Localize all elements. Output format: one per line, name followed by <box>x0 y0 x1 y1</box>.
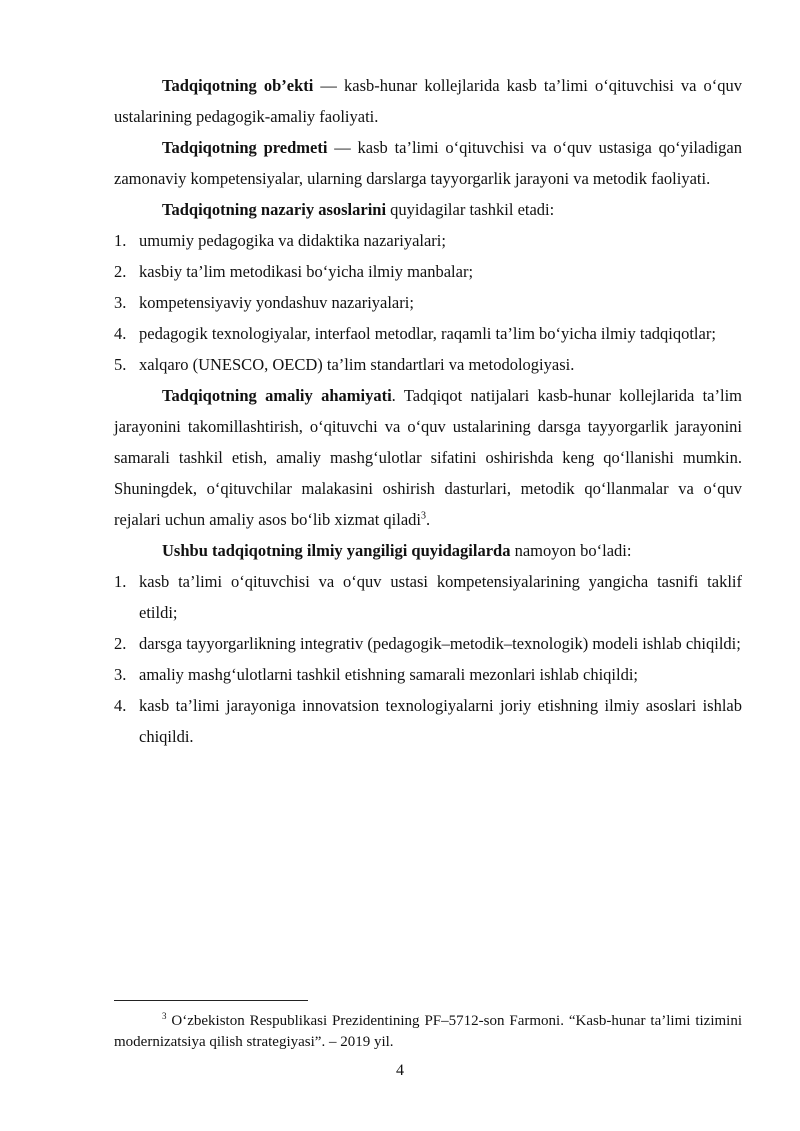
list-item-number: 3. <box>114 293 127 312</box>
list-item-number: 5. <box>114 355 127 374</box>
paragraph-theoretical-basis <box>114 194 742 225</box>
list-item <box>114 318 742 349</box>
term-theoretical-basis: Tadqiqotning nazariy asoslarini <box>162 200 387 219</box>
list-item-number: 4. <box>114 324 127 343</box>
list-item-text: kasb ta’limi o‘qituvchisi va o‘quv ustasi kompetensiyalarining yangicha tasnifi taklif etildi; <box>139 572 742 622</box>
list-item <box>114 659 742 690</box>
scientific-novelty-list <box>114 566 742 752</box>
list-item-text: kasb ta’limi jarayoniga innovatsion texnologiyalarni joriy etishning ilmiy asoslari ishlab chiqildi. <box>139 696 742 746</box>
list-item-text: pedagogik texnologiyalar, interfaol metodlar, raqamli ta’lim bo‘yicha ilmiy tadqiqotlar; <box>139 324 716 343</box>
list-item-number: 2. <box>114 634 127 653</box>
list-item-text: darsga tayyorgarlikning integrativ (pedagogik–metodik–texnologik) modeli ishlab chiqildi; <box>139 634 741 653</box>
text-practical-significance: . Tadqiqot natijalari kasb-hunar kollejlarida ta’lim jarayonini takomillashtirish, o‘qituvchi va o‘quv ustalarining darsga tayyorgarlik jarayonini samarali tashkil etish, amaliy mashg‘ulotlar sifatini oshirishda keng qo‘llanishi mumkin. Shuningdek, o‘qituvchilar malakasini oshirish dasturlari, metodik qo‘llanmalar va o‘quv rejalari uchun amaliy asos bo‘lib xizmat qiladi <box>114 386 742 529</box>
list-item <box>114 628 742 659</box>
term-research-object: Tadqiqotning ob’ekti <box>162 76 314 95</box>
term-scientific-novelty: Ushbu tadqiqotning ilmiy yangiligi quyidagilarda <box>162 541 511 560</box>
footnote-text: O‘zbekiston Respublikasi Prezidentining PF–5712-son Farmoni. “Kasb-hunar ta’limi tizimini modernizatsiya qilish strategiyasi”. – 2019 yil. <box>114 1013 742 1050</box>
list-item <box>114 287 742 318</box>
list-item <box>114 256 742 287</box>
paragraph-research-subject <box>114 132 742 194</box>
list-item-number: 1. <box>114 231 127 250</box>
list-item <box>114 349 742 380</box>
text-research-subject: — kasb ta’limi o‘qituvchisi va o‘quv ustasiga qo‘yiladigan zamonaviy kompetensiyalar, ularning darslarga tayyorgarlik jarayoni va metodik faoliyati. <box>114 138 742 188</box>
footnote-separator <box>114 1000 308 1001</box>
text-practical-significance-end: . <box>426 510 431 529</box>
paragraph-practical-significance <box>114 380 742 535</box>
list-item-text: kompetensiyaviy yondashuv nazariyalari; <box>139 293 414 312</box>
list-item-text: umumiy pedagogika va didaktika nazariyalari; <box>139 231 446 250</box>
document-body <box>114 70 742 752</box>
paragraph-research-object <box>114 70 742 132</box>
text-scientific-novelty: namoyon bo‘ladi: <box>510 541 632 560</box>
list-item-text: kasbiy ta’lim metodikasi bo‘yicha ilmiy manbalar; <box>139 262 474 281</box>
list-item-text: amaliy mashg‘ulotlarni tashkil etishning samarali mezonlari ishlab chiqildi; <box>139 665 639 684</box>
footnote-marker: 3 <box>162 1011 167 1021</box>
paragraph-scientific-novelty <box>114 535 742 566</box>
list-item-text: xalqaro (UNESCO, OECD) ta’lim standartlari va metodologiyasi. <box>139 355 575 374</box>
text-theoretical-basis: quyidagilar tashkil etadi: <box>386 200 555 219</box>
term-research-subject: Tadqiqotning predmeti <box>162 138 328 157</box>
term-practical-significance: Tadqiqotning amaliy ahamiyati <box>162 386 392 405</box>
list-item <box>114 225 742 256</box>
list-item-number: 3. <box>114 665 127 684</box>
theoretical-basis-list <box>114 225 742 380</box>
list-item-number: 2. <box>114 262 127 281</box>
list-item-number: 1. <box>114 572 127 591</box>
text-research-object: — kasb-hunar kollejlarida kasb ta’limi o‘qituvchisi va o‘quv ustalarining pedagogik-amaliy faoliyati. <box>114 76 742 126</box>
page-number: 4 <box>396 1062 404 1079</box>
list-item <box>114 690 742 752</box>
list-item-number: 4. <box>114 696 127 715</box>
list-item <box>114 566 742 628</box>
footnote <box>114 1011 742 1053</box>
footnote-reference[interactable]: 3 <box>421 510 426 522</box>
